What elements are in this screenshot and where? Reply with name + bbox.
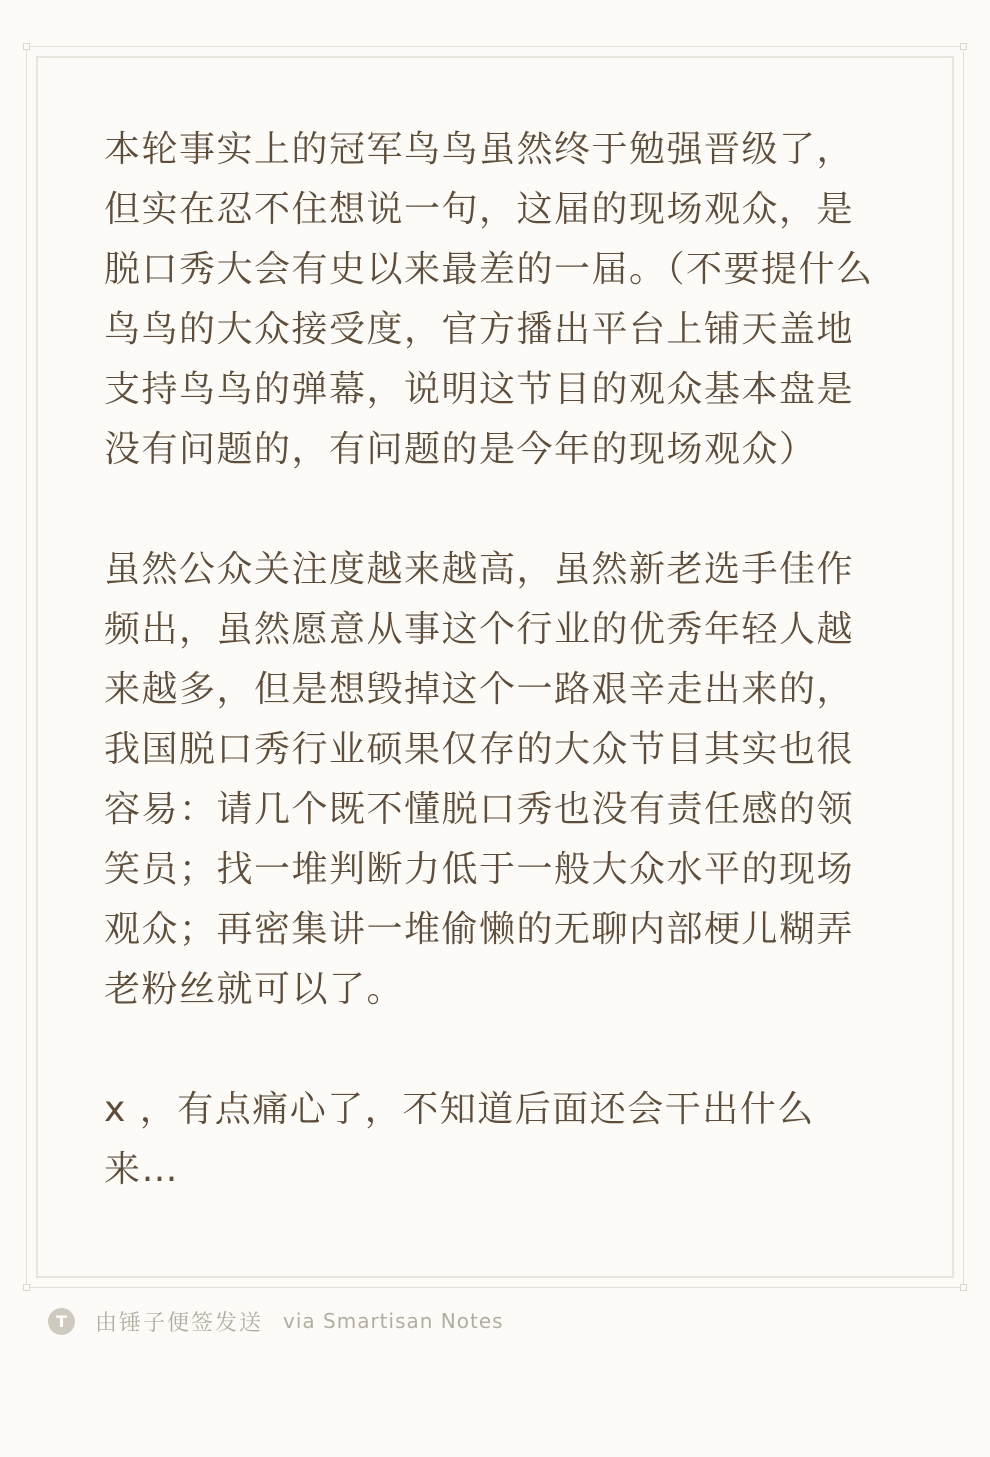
sent-via-label-cn: 由锤子便签发送 [95,1310,264,1336]
footer-attribution [48,1306,504,1336]
sent-via-label-en: via Smartisan Notes [283,1309,504,1333]
note-paragraph-1: 本轮事实上的冠军鸟鸟虽然终于勉强晋级了，但实在忍不住想说一句，这届的现场观众，是脱口秀大会有史以来最差的一届。（不要提什么鸟鸟的大众接受度，官方播出平台上铺天盖地支持鸟鸟的弹幕，说明这节目的观众基本盘是没有问题的，有问题的是今年的现场观众） [104,129,874,470]
note-paragraph-2: 虽然公众关注度越来越高，虽然新老选手佳作频出，虽然愿意从事这个行业的优秀年轻人越来越多，但是想毁掉这个一路艰辛走出来的，我国脱口秀行业硕果仅存的大众节目其实也很容易：请几个既不懂脱口秀也没有责任感的领笑员；找一堆判断力低于一般大众水平的现场观众；再密集讲一堆偷懒的无聊内部梗儿糊弄老粉丝就可以了。 [104,549,855,1010]
note-body [104,120,874,1200]
corner-ornament-top-left [23,43,30,50]
smartisan-t-icon: T [48,1308,75,1335]
corner-ornament-bottom-right [960,1284,967,1291]
corner-ornament-top-right [960,43,967,50]
corner-ornament-bottom-left [23,1284,30,1291]
note-paragraph-3: x ，有点痛心了，不知道后面还会干出什么来… [104,1089,815,1190]
